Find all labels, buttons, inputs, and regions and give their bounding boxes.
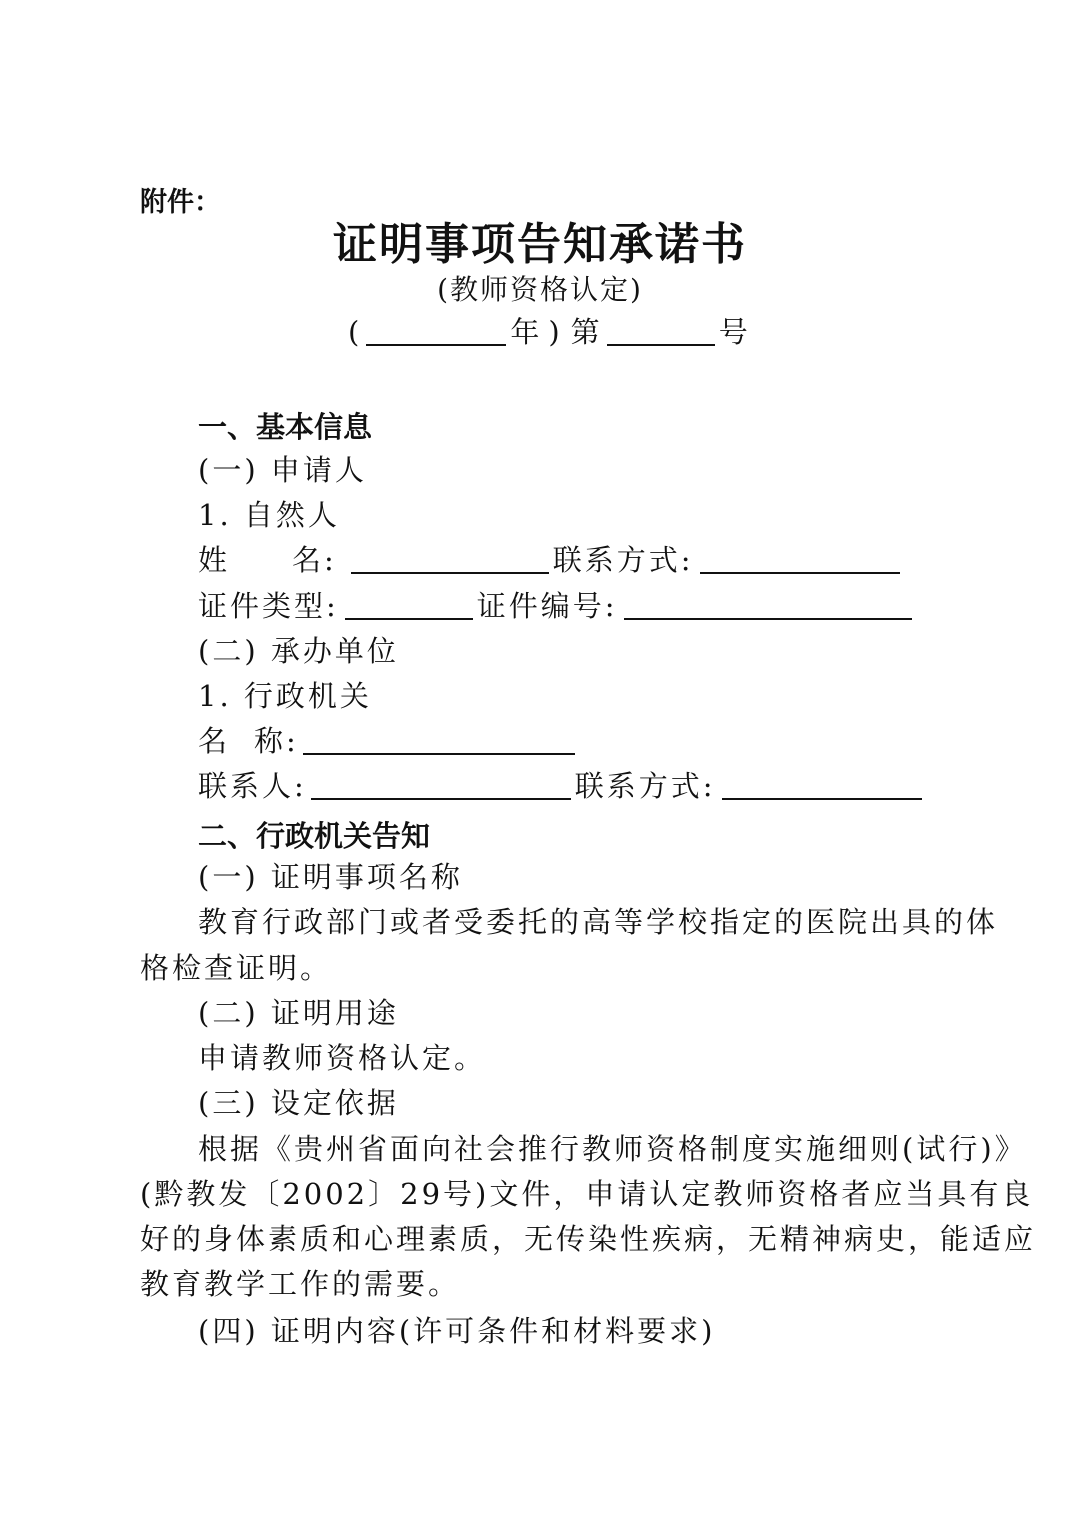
purpose-text: 申请教师资格认定。 bbox=[198, 1041, 487, 1075]
number-blank[interactable] bbox=[607, 314, 715, 346]
year-label: 年 bbox=[510, 315, 543, 349]
number-di-label: 第 bbox=[570, 315, 603, 349]
contact-method-field[interactable] bbox=[700, 542, 900, 574]
number-hao-label: 号 bbox=[718, 315, 751, 349]
row-name-contact bbox=[198, 542, 900, 578]
section-heading-admin-notice: 二、行政机关告知 bbox=[198, 819, 431, 853]
org-name-field[interactable] bbox=[303, 723, 575, 755]
id-type-label: 证件类型: bbox=[198, 589, 339, 623]
subheading-purpose: (二) 证明用途 bbox=[198, 996, 399, 1030]
basis-text-line1: 根据《贵州省面向社会推行教师资格制度实施细则(试行)》 bbox=[198, 1132, 1027, 1166]
name-label-char1: 姓 bbox=[198, 543, 231, 577]
basis-text-line4: 教育教学工作的需要。 bbox=[140, 1267, 461, 1301]
subheading-natural-person: 1. 自然人 bbox=[198, 498, 340, 532]
subheading-item-name: (一) 证明事项名称 bbox=[198, 860, 463, 894]
attachment-label: 附件： bbox=[140, 187, 221, 218]
subheading-content: (四) 证明内容(许可条件和材料要求) bbox=[198, 1314, 716, 1348]
id-number-label: 证件编号: bbox=[476, 589, 618, 623]
id-number-field[interactable] bbox=[624, 588, 912, 620]
subheading-admin-org: 1. 行政机关 bbox=[198, 679, 372, 713]
subheading-basis: (三) 设定依据 bbox=[198, 1086, 399, 1120]
org-name-label-char1: 名 bbox=[198, 724, 231, 758]
row-id-type-number bbox=[198, 588, 912, 624]
org-name-label-char2: 称: bbox=[254, 724, 299, 758]
section-heading-basic-info: 一、基本信息 bbox=[198, 410, 373, 444]
org-contact-method-field[interactable] bbox=[722, 768, 922, 800]
contact-person-label: 联系人: bbox=[198, 769, 307, 803]
year-blank[interactable] bbox=[366, 314, 506, 346]
subheading-applicant: (一) 申请人 bbox=[198, 453, 367, 487]
row-contact-person bbox=[198, 768, 922, 804]
name-field[interactable] bbox=[351, 542, 549, 574]
basis-text-line3: 好的身体素质和心理素质，无传染性疾病，无精神病史，能适应 bbox=[140, 1222, 1037, 1256]
item-name-text-line1: 教育行政部门或者受委托的高等学校指定的医院出具的体 bbox=[198, 905, 999, 939]
number-close-paren: ) bbox=[548, 315, 563, 349]
document-title: 证明事项告知承诺书 bbox=[333, 219, 747, 270]
item-name-text-line2: 格检查证明。 bbox=[140, 951, 333, 985]
org-contact-method-label: 联系方式: bbox=[574, 769, 716, 803]
document-subtitle: (教师资格认定) bbox=[437, 273, 643, 306]
basis-text-line2: (黔教发〔2002〕29号)文件，申请认定教师资格者应当具有良 bbox=[140, 1177, 1034, 1211]
contact-person-field[interactable] bbox=[311, 768, 571, 800]
number-open-paren: ( bbox=[348, 315, 363, 349]
row-org-name bbox=[198, 723, 575, 759]
id-type-field[interactable] bbox=[345, 588, 473, 620]
name-label-char2: 名: bbox=[292, 543, 337, 577]
contact-method-label: 联系方式: bbox=[552, 543, 694, 577]
document-number-line bbox=[348, 314, 751, 350]
subheading-handler: (二) 承办单位 bbox=[198, 634, 399, 668]
